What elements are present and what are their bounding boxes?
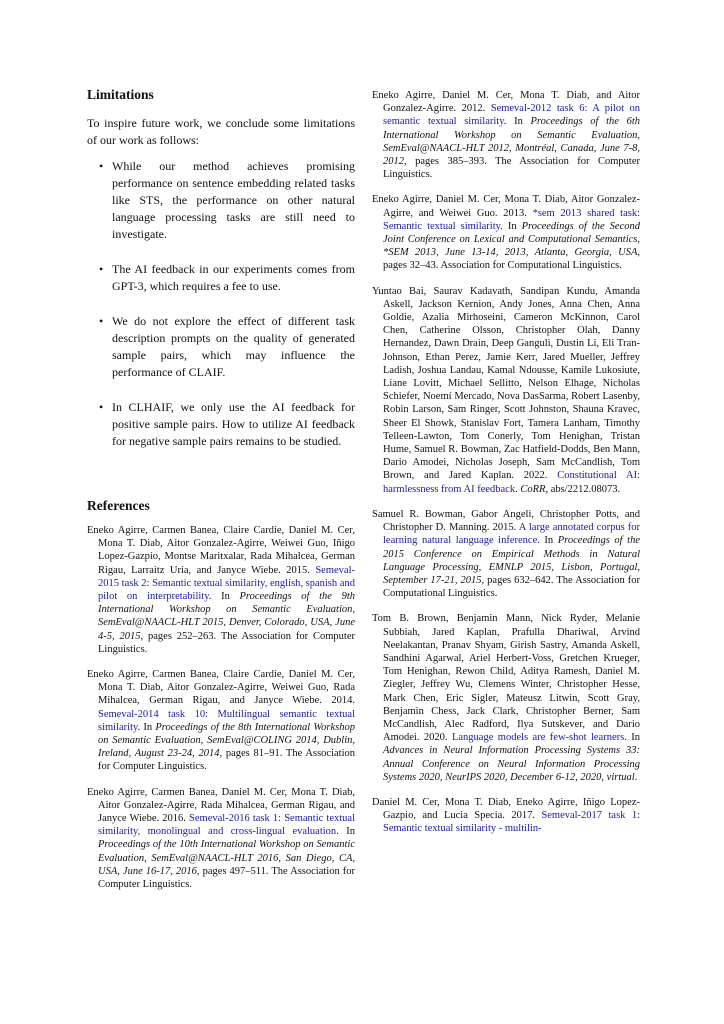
right-reference-list [372, 89, 640, 836]
reference-entry [372, 285, 640, 496]
limitation-item: • In CLHAIF, we only use the AI feedback for positive sample pairs. How to utilize AI feedback for negative sample pairs remains to be studied. [87, 399, 355, 450]
limitation-item: • We do not explore the effect of different task description prompts on the quality of generated sample pairs, which may influence the performance of CLAIF. [87, 313, 355, 381]
reference-venue: Advances in Neural Information Processing Systems 33: Annual Conference on Neural Information Processing Systems 2020, NeurIPS 2020, December 6-12, 2020, virtual [383, 745, 640, 783]
reference-entry [372, 612, 640, 784]
reference-venue: Proceedings of the 2015 Conference on Empirical Methods in Natural Language Processing, EMNLP 2015, Lisbon, Portugal, September 17-21, 2015 [383, 535, 641, 586]
reference-title-link[interactable]: Semeval-2015 task 2: Semantic textual similarity, english, spanish and pilot on interpretability [98, 564, 355, 603]
reference-authors: Eneko Agirre, Carmen Banea, Daniel M. Cer, Mona T. Diab, Aitor Gonzalez-Agirre, Rada Mihalcea, German Rigau, and Janyce Wiebe. 2016. [87, 786, 355, 825]
reference-entry [87, 524, 355, 656]
reference-entry [372, 89, 640, 181]
reference-venue: Proceedings of the 10th International Workshop on Semantic Evaluation, SemEval@NAACL-HLT 2016, San Diego, CA, USA, June 16-17, 2016 [98, 839, 355, 877]
reference-entry [372, 508, 640, 600]
reference-authors: Samuel R. Bowman, Gabor Angeli, Christopher Potts, and Christopher D. Manning. 2015. [372, 508, 640, 534]
reference-entry [372, 193, 640, 272]
reference-separator: . In [537, 535, 558, 547]
reference-authors: Yuntao Bai, Saurav Kadavath, Sandipan Kundu, Amanda Askell, Jackson Kernion, Andy Jones, Anna Chen, Anna Goldie, Azalia Mirhoseini, Cameron McKinnon, Carol Chen, Catherine Olsson, Christopher Olah, Danny Hernandez, Dawn Drain, Deep Ganguli, Dustin Li, Eli Tran-Johnson, Ethan Perez, Jamie Kerr, Jared Mueller, Jeffrey Ladish, Joshua Landau, Kamal Ndousse, Kamile Lukosiute, Liane Lovitt, Michael Sellitto, Nelson Elhage, Nicholas Schiefer, Noemí Mercado, Nova DasSarma, Robert Lasenby, Robin Larson, Sam Ringer, Scott Johnston, Shauna Kravec, Sheer El Showk, Stanislav Fort, Tamera Lanham, Timothy Telleen-Lawton, Tom Conerly, Tom Henighan, Tristan Hume, Samuel R. Bowman, Zac Hatfield-Dodds, Ben Mann, Dario Amodei, Nicholas Joseph, Sam McCandlish, Tom Brown, and Jared Kaplan. 2022. [372, 285, 640, 482]
reference-authors: Eneko Agirre, Daniel M. Cer, Mona T. Diab, and Aitor Gonzalez-Agirre. 2012. [372, 90, 640, 115]
reference-separator: . In [500, 220, 522, 232]
reference-title-link[interactable]: *sem 2013 shared task: Semantic textual similarity [383, 207, 641, 232]
reference-title-link[interactable]: Constitutional AI: harmlessness from AI feedback [383, 470, 641, 495]
reference-tail: , pages 497–511. The Association for Computer Linguistics. [98, 865, 355, 891]
reference-entry [87, 786, 355, 892]
limitation-item: • The AI feedback in our experiments comes from GPT-3, which requires a fee to use. [87, 261, 355, 295]
reference-venue: Proceedings of the 9th International Workshop on Semantic Evaluation, SemEval@NAACL-HLT 2015, Denver, Colorado, USA, June 4-5, 2015 [98, 591, 355, 642]
reference-venue: Proceedings of the 6th International Workshop on Semantic Evaluation, SemEval@NAACL-HLT 2012, Montréal, Canada, June 7-8, 2012 [383, 116, 640, 168]
reference-tail: . [634, 771, 638, 783]
reference-venue: Proceedings of the 8th International Workshop on Semantic Evaluation, SemEval@COLING 2014, Dublin, Ireland, August 23-24, 2014 [98, 721, 355, 760]
reference-separator: . In [336, 826, 356, 838]
limitations-heading: Limitations [87, 87, 154, 102]
reference-separator: . In [208, 591, 240, 603]
reference-authors: Tom B. Brown, Benjamin Mann, Nick Ryder, Melanie Subbiah, Jared Kaplan, Prafulla Dhariwal, Arvind Neelakantan, Pranav Shyam, Girish Sastry, Amanda Askell, Sandhini Agarwal, Ariel Herbert-Voss, Gretchen Krueger, Tom Henighan, Rewon Child, Aditya Ramesh, Daniel M. Ziegler, Jeffrey Wu, Clemens Winter, Christopher Hesse, Mark Chen, Eric Sigler, Mateusz Litwin, Scott Gray, Benjamin Chess, Jack Clark, Christopher Berner, Sam McCandlish, Alec Radford, Ilya Sutskever, and Dario Amodei. 2020. [372, 613, 640, 744]
limitations-list [87, 158, 355, 450]
reference-authors: Daniel M. Cer, Mona T. Diab, Eneko Agirre, Iñigo Lopez-Gazpio, and Lucia Specia. 2017. [372, 796, 640, 822]
reference-title-link[interactable]: Semeval-2016 task 1: Semantic textual similarity, monolingual and cross-lingual evaluation [98, 813, 355, 838]
right-column [372, 86, 640, 836]
references-heading: References [87, 498, 150, 513]
reference-venue: CoRR [520, 483, 546, 495]
limitation-item: • While our method achieves promising performance on sentence embedding related tasks like STS, the performance on other natural language processing tasks are still need to investigate. [87, 158, 355, 243]
left-reference-list [87, 524, 355, 891]
reference-authors: Eneko Agirre, Carmen Banea, Claire Cardie, Daniel M. Cer, Mona T. Diab, Aitor Gonzalez-Agirre, Weiwei Guo, Rada Mihalcea, German Rigau, and Janyce Wiebe. 2014. [87, 669, 355, 707]
limitations-intro: To inspire future work, we conclude some limitations of our work as follows: [87, 116, 355, 147]
reference-tail: , pages 252–263. The Association for Computer Linguistics. [98, 630, 356, 655]
reference-title-link[interactable]: Semeval-2014 task 10: Multilingual semantic textual similarity [98, 708, 355, 733]
reference-tail: , abs/2212.08073. [545, 483, 621, 495]
reference-separator: . [515, 483, 521, 495]
reference-title-link[interactable]: Language models are few-shot learners [451, 732, 625, 744]
reference-title-link[interactable]: A large annotated corpus for learning natural language inference [383, 522, 640, 547]
reference-title-link[interactable]: Semeval-2017 task 1: Semantic textual similarity - multilin- [383, 810, 641, 835]
reference-title-link[interactable]: Semeval-2012 task 6: A pilot on semantic textual similarity [383, 103, 640, 128]
left-column [87, 86, 356, 891]
reference-tail: , pages 81–91. The Association for Computer Linguistics. [98, 748, 355, 773]
reference-tail: , pages 632–642. The Association for Computational Linguistics. [383, 574, 640, 600]
reference-separator: . In [137, 721, 156, 733]
reference-authors: Eneko Agirre, Carmen Banea, Claire Cardie, Daniel M. Cer, Mona T. Diab, Aitor Gonzalez-Agirre, Weiwei Guo, Iñigo Lopez-Gazpio, Montse Maritxalar, Rada Mihalcea, German Rigau, Larraitz Uria, and Janyce Wiebe. 2015. [87, 525, 355, 576]
reference-venue: Proceedings of the Second Joint Conference on Lexical and Computational Semantics, *SEM 2013, June 13-14, 2013, Atlanta, Georgia, USA [383, 220, 640, 259]
reference-tail: , pages 385–393. The Association for Computer Linguistics. [383, 156, 640, 181]
reference-separator: . In [503, 116, 531, 128]
reference-tail: , pages 32–43. Association for Computational Linguistics. [383, 247, 640, 272]
reference-entry [87, 668, 355, 774]
reference-entry [372, 796, 640, 836]
reference-separator: . In [624, 732, 641, 744]
reference-authors: Eneko Agirre, Daniel M. Cer, Mona T. Diab, Aitor Gonzalez-Agirre, and Weiwei Guo. 2013. [372, 194, 640, 219]
